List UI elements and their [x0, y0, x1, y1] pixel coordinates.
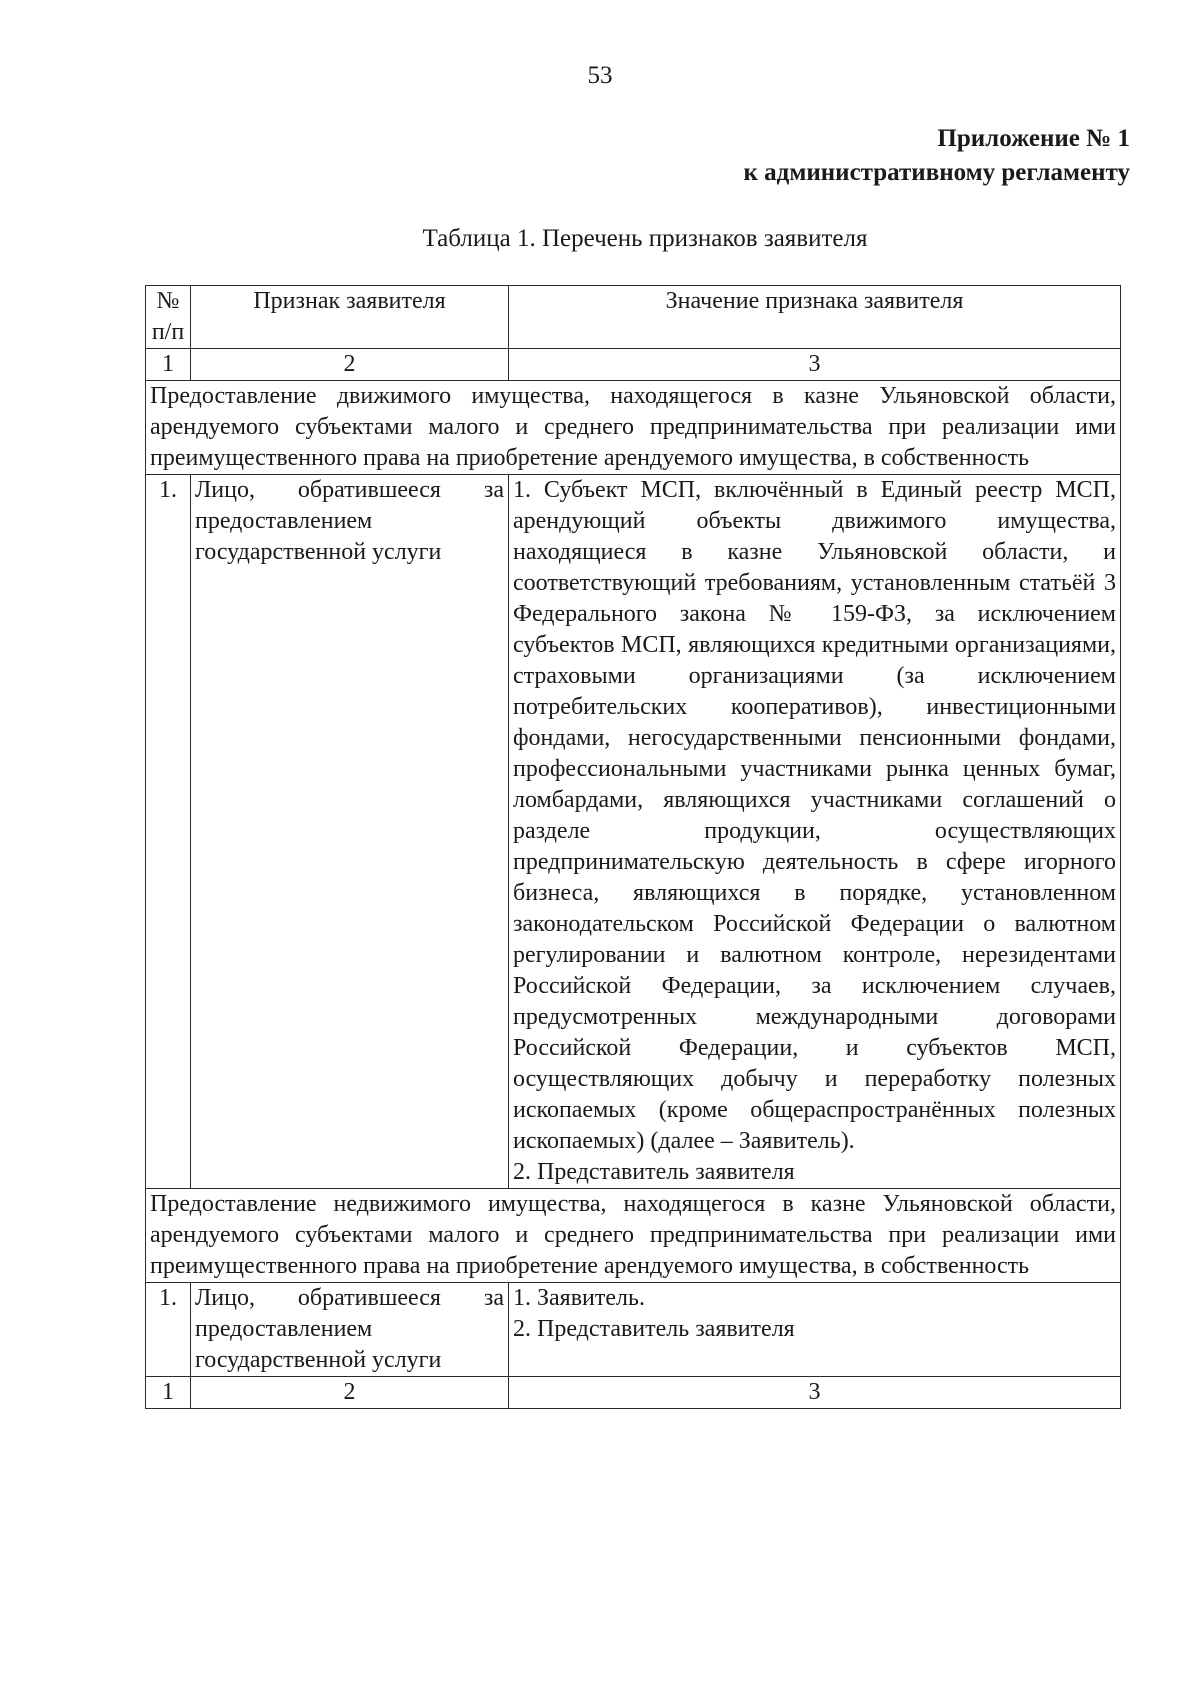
- section-title: Предоставление недвижимого имущества, находящегося в казне Ульяновской области, арендуемого субъектами малого и среднего предпринимательства при реализации ими преимущественного права на приобретение арендуемого имущества, в собственность: [146, 1189, 1121, 1283]
- row-number: 1.: [146, 475, 191, 1189]
- value-item: 2. Представитель заявителя: [513, 1316, 795, 1342]
- column-number-row: [146, 349, 1121, 381]
- row-attribute: Лицо, обратившееся за предоставлением государственной услуги: [191, 1283, 509, 1377]
- header-attribute: Признак заявителя: [191, 286, 509, 349]
- column-number-1: 1: [146, 349, 191, 381]
- row-attribute: Лицо, обратившееся за предоставлением государственной услуги: [191, 475, 509, 1189]
- table-row: [146, 475, 1121, 1189]
- column-number-2: 2: [191, 1377, 509, 1409]
- section-title-row: [146, 1189, 1121, 1283]
- page-number: 53: [587, 62, 613, 89]
- row-number: 1.: [146, 1283, 191, 1377]
- column-number-1: 1: [146, 1377, 191, 1409]
- column-number-row: [146, 1377, 1121, 1409]
- column-number-2: 2: [191, 349, 509, 381]
- value-item: 1. Заявитель.: [513, 1285, 645, 1311]
- appendix-heading: [744, 122, 1130, 190]
- header-value: Значение признака заявителя: [509, 286, 1121, 349]
- table-title: Таблица 1. Перечень признаков заявителя: [422, 225, 868, 252]
- column-number-3: 3: [509, 1377, 1121, 1409]
- appendix-line-1: Приложение № 1: [937, 125, 1130, 152]
- table-row: [146, 1283, 1121, 1377]
- section-title: Предоставление движимого имущества, находящегося в казне Ульяновской области, арендуемого субъектами малого и среднего предпринимательства при реализации ими преимущественного права на приобретение арендуемого имущества, в собственность: [146, 381, 1121, 475]
- section-title-row: [146, 381, 1121, 475]
- column-number-3: 3: [509, 349, 1121, 381]
- header-number: № п/п: [146, 286, 191, 349]
- value-item: 2. Представитель заявителя: [513, 1159, 795, 1185]
- value-item: 1. Субъект МСП, включённый в Единый реестр МСП, арендующий объекты движимого имущества, находящиеся в казне Ульяновской области, и соответствующий требованиям, установленным статьёй 3 Федерального закона № 159-ФЗ, за исключением субъектов МСП, являющихся кредитными организациями, страховыми организациями (за исключением потребительских кооперативов), инвестиционными фондами, негосударственными пенсионными фондами, профессиональными участниками рынка ценных бумаг, ломбардами, являющихся участниками соглашений о разделе продукции, осуществляющих предпринимательскую деятельность в сфере игорного бизнеса, являющихся в порядке, установленном законодательском Российской Федерации о валютном регулировании и валютном контроле, нерезидентами Российской Федерации, за исключением случаев, предусмотренных международными договорами Российской Федерации, и субъектов МСП, осуществляющих добычу и переработку полезных ископаемых (кроме общераспространённых полезных ископаемых) (далее – Заявитель).: [513, 477, 1116, 1154]
- row-values: [509, 475, 1121, 1189]
- applicant-attributes-table: [145, 285, 1121, 1409]
- appendix-line-2: к административному регламенту: [743, 159, 1130, 186]
- table-header-row: [146, 286, 1121, 349]
- row-values: [509, 1283, 1121, 1377]
